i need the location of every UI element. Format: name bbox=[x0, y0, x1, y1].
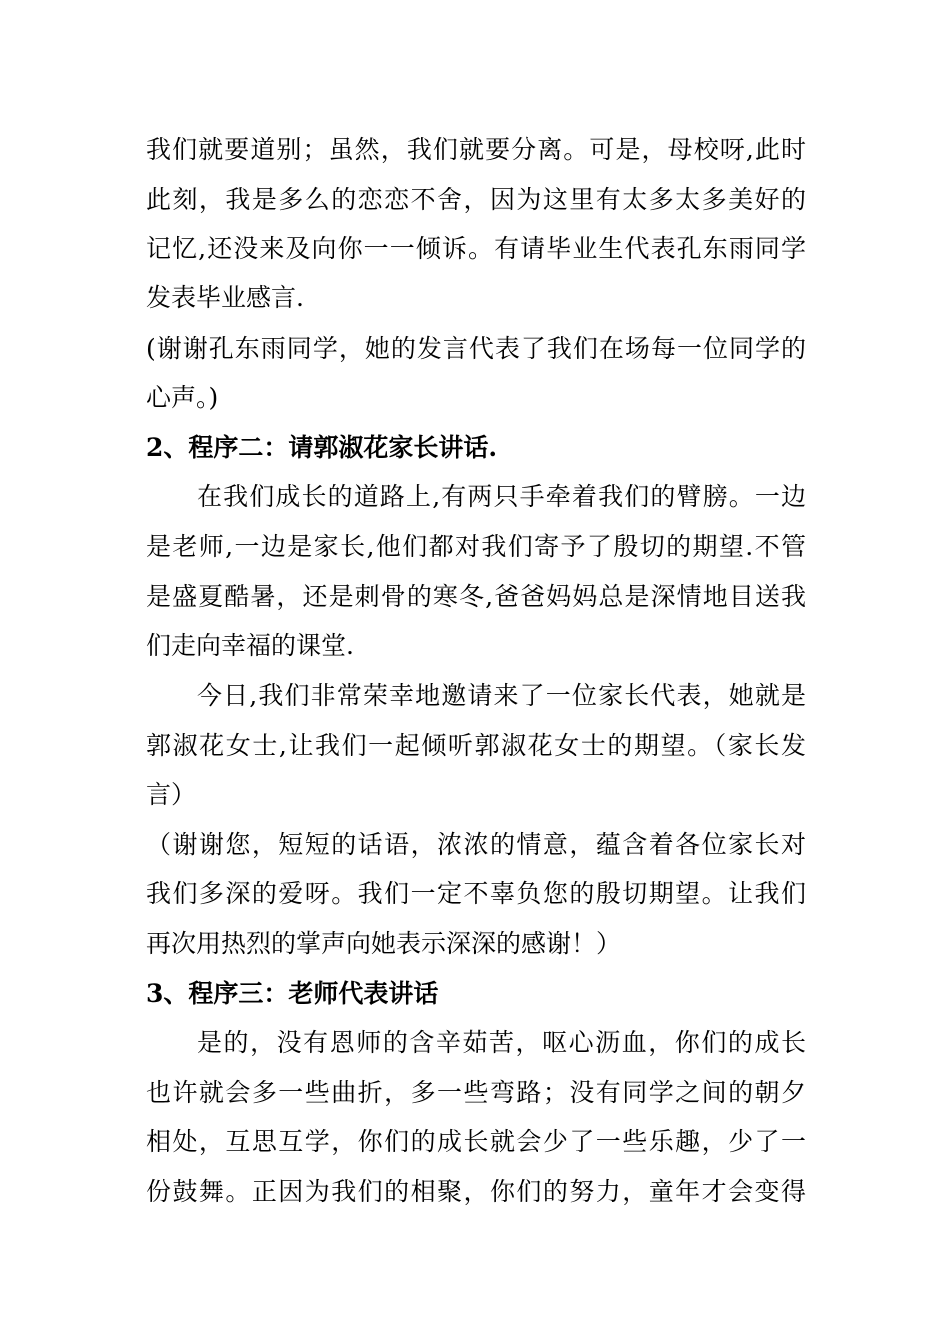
text-line: 记忆,还没来及向你一一倾诉。有请毕业生代表孔东雨同学 bbox=[146, 234, 806, 263]
text-line: 相处，互思互学，你们的成长就会少了一些乐趣，少了一 bbox=[146, 1127, 806, 1156]
text-line: 们走向幸福的课堂. bbox=[146, 631, 354, 660]
text-line: （谢谢您，短短的话语，浓浓的情意，蕴含着各位家长对 bbox=[146, 830, 806, 859]
text-line: 我们多深的爱呀。我们一定不辜负您的殷切期望。让我们 bbox=[146, 879, 806, 908]
text-line: 我们就要道别；虽然，我们就要分离。可是，母校呀,此时 bbox=[146, 135, 806, 164]
text-line: 言） bbox=[146, 780, 197, 809]
text-line: 也许就会多一些曲折，多一些弯路；没有同学之间的朝夕 bbox=[146, 1078, 806, 1107]
text-line: 心声。) bbox=[146, 383, 219, 412]
text-line: 是老师,一边是家长,他们都对我们寄予了殷切的期望.不管 bbox=[146, 532, 806, 561]
text-line: 在我们成长的道路上,有两只手牵着我们的臂膀。一边 bbox=[197, 482, 806, 511]
text-line: (谢谢孔东雨同学，她的发言代表了我们在场每一位同学的 bbox=[146, 334, 806, 363]
text-line: 再次用热烈的掌声向她表示深深的感谢！） bbox=[146, 929, 622, 958]
section-heading: 2、程序二：请郭淑花家长讲话. bbox=[146, 433, 498, 462]
text-line: 是盛夏酷暑，还是刺骨的寒冬,爸爸妈妈总是深情地目送我 bbox=[146, 582, 806, 611]
section-heading: 3、程序三：老师代表讲话 bbox=[146, 979, 439, 1008]
text-line: 今日,我们非常荣幸地邀请来了一位家长代表，她就是 bbox=[197, 681, 806, 710]
text-line: 是的，没有恩师的含辛茹苦，呕心沥血，你们的成长 bbox=[197, 1028, 806, 1057]
text-line: 郭淑花女士,让我们一起倾听郭淑花女士的期望。（家长发 bbox=[146, 731, 806, 760]
text-line: 份鼓舞。正因为我们的相聚，你们的努力，童年才会变得 bbox=[146, 1177, 806, 1206]
text-line: 此刻，我是多么的恋恋不舍，因为这里有太多太多美好的 bbox=[146, 185, 806, 214]
text-line: 发表毕业感言. bbox=[146, 283, 304, 312]
